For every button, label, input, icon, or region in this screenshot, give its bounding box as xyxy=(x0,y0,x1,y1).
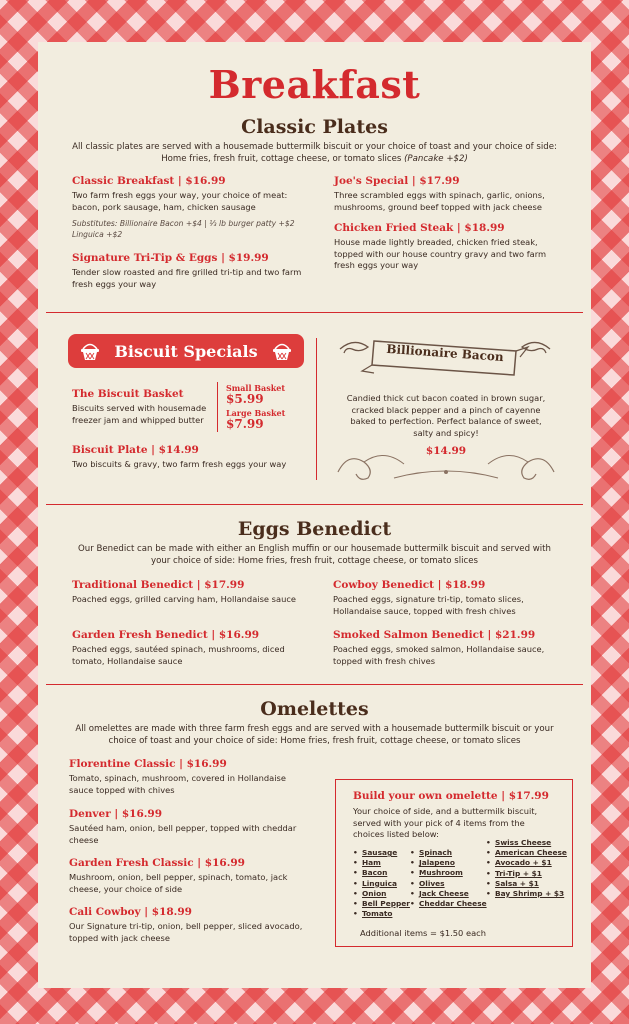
omelettes-heading: Omelettes xyxy=(260,698,369,720)
options-col-1 xyxy=(353,848,410,919)
item-desc: House made lightly breaded, chicken fried steak, topped with our house country gravy and two farm fresh eggs your way xyxy=(334,237,547,270)
large-basket-price: $7.99 xyxy=(226,417,264,431)
option-item: • Swiss Cheese xyxy=(486,838,567,848)
option-item: • Ham xyxy=(353,858,410,868)
item-name: Cowboy Benedict | $18.99 xyxy=(333,579,486,591)
small-basket-price: $5.99 xyxy=(226,392,264,406)
option-item: • Jalapeno xyxy=(410,858,487,868)
item-name: Garden Fresh Benedict | $16.99 xyxy=(72,629,260,641)
classic-intro-main: All classic plates are served with a housemade buttermilk biscuit or your choice of toast and your choice of side: Home fries, fresh fruit, cottage cheese, or tomato slices xyxy=(72,142,557,164)
menu-item xyxy=(69,758,309,796)
flourish-ornament-icon xyxy=(334,432,558,484)
option-item: • American Cheese xyxy=(486,848,567,858)
item-name: Signature Tri-Tip & Eggs | $19.99 xyxy=(72,252,269,264)
item-desc: Mushroom, onion, bell pepper, spinach, tomato, jack cheese, your choice of side xyxy=(69,872,288,894)
additional-items: Additional items = $1.50 each xyxy=(360,928,486,938)
option-item: • Cheddar Cheese xyxy=(410,899,487,909)
item-name: Joe's Special | $17.99 xyxy=(334,175,460,187)
build-omelette-box xyxy=(335,779,573,947)
basket-divider xyxy=(217,382,218,432)
item-desc: Tomato, spinach, mushroom, covered in Hollandaise sauce topped with chives xyxy=(69,773,286,795)
classic-intro-note: (Pancake +$2) xyxy=(404,154,468,164)
item-desc: Two farm fresh eggs your way, your choice of meat: bacon, pork sausage, ham, chicken sausage xyxy=(72,190,288,212)
menu-item xyxy=(69,808,309,846)
section-divider xyxy=(46,312,583,313)
biscuit-banner xyxy=(68,334,304,368)
option-item: • Mushroom xyxy=(410,868,487,878)
option-item: • Jack Cheese xyxy=(410,889,487,899)
menu-item xyxy=(72,388,212,426)
basket-prices xyxy=(226,383,306,431)
benedict-intro: Our Benedict can be made with either an English muffin or our housemade buttermilk biscuit and served with your choice of side: Home fries, fresh fruit, cottage cheese, or tomato slices xyxy=(78,544,551,566)
option-item: • Avocado + $1 xyxy=(486,858,567,868)
item-name: Florentine Classic | $16.99 xyxy=(69,758,227,770)
bacon-heading: Billionaire Bacon xyxy=(385,341,505,365)
column-divider xyxy=(316,338,317,480)
option-item: • Bell Pepper xyxy=(353,899,410,909)
item-desc: Three scrambled eggs with spinach, garlic, onions, mushrooms, ground beef topped with jack cheese xyxy=(334,190,545,212)
option-item: • Tri-Tip + $1 xyxy=(486,869,567,879)
item-note: Substitutes: Billionaire Bacon +$4 | ⅓ lb burger patty +$2 Linguica +$2 xyxy=(72,219,295,239)
item-name: Garden Fresh Classic | $16.99 xyxy=(69,857,245,869)
item-desc: Poached eggs, sautéed spinach, mushrooms, diced tomato, Hollandaise sauce xyxy=(72,644,285,666)
menu-item xyxy=(72,252,302,290)
build-desc: Your choice of side, and a buttermilk biscuit, served with your pick of 4 items from the choices listed below: xyxy=(353,806,538,839)
basket-icon xyxy=(270,339,294,363)
menu-title: Breakfast xyxy=(208,62,421,107)
menu-item xyxy=(72,175,302,240)
option-item: • Bay Shrimp + $3 xyxy=(486,889,567,899)
option-item: • Onion xyxy=(353,889,410,899)
bacon-price: $14.99 xyxy=(425,445,467,457)
item-desc: Biscuits served with housemade freezer jam and whipped butter xyxy=(72,403,207,425)
options-col-2 xyxy=(410,848,487,909)
option-item: • Tomato xyxy=(353,909,410,919)
small-basket-label: Small Basket xyxy=(226,383,286,393)
options-col-3 xyxy=(486,838,567,899)
classic-heading: Classic Plates xyxy=(241,116,388,138)
item-name: Smoked Salmon Benedict | $21.99 xyxy=(333,629,536,641)
item-desc: Two biscuits & gravy, two farm fresh eggs your way xyxy=(72,459,287,469)
item-desc: Our Signature tri-tip, onion, bell pepper, sliced avocado, topped with jack cheese xyxy=(69,921,303,943)
item-name: Classic Breakfast | $16.99 xyxy=(72,175,226,187)
section-divider xyxy=(46,504,583,505)
option-item: • Olives xyxy=(410,879,487,889)
large-basket-label: Large Basket xyxy=(226,408,286,418)
item-name: Chicken Fried Steak | $18.99 xyxy=(334,222,505,234)
menu-item xyxy=(69,906,309,944)
option-item: • Salsa + $1 xyxy=(486,879,567,889)
basket-icon xyxy=(78,339,102,363)
option-item: • Bacon xyxy=(353,868,410,878)
item-name: Traditional Benedict | $17.99 xyxy=(72,579,245,591)
item-desc: Sautéed ham, onion, bell pepper, topped with cheddar cheese xyxy=(69,823,297,845)
benedict-heading: Eggs Benedict xyxy=(237,518,392,540)
option-item: • Spinach xyxy=(410,848,487,858)
item-desc: Poached eggs, smoked salmon, Hollandaise sauce, topped with fresh chives xyxy=(333,644,545,666)
item-name: Cali Cowboy | $18.99 xyxy=(69,906,192,918)
menu-item xyxy=(334,175,566,213)
menu-panel xyxy=(38,42,591,988)
bacon-desc: Candied thick cut bacon coated in brown sugar, cracked black pepper and a pinch of cayenne baked to perfection. Perfect balance of sweet, salty and spicy! xyxy=(346,393,546,438)
menu-item xyxy=(333,579,565,617)
menu-item xyxy=(69,857,309,895)
menu-item xyxy=(72,579,302,606)
section-divider xyxy=(46,684,583,685)
omelettes-intro: All omelettes are made with three farm fresh eggs and are served with a housemade buttermilk biscuit or your choice of toast and your choice of side: Home fries, fresh fruit, cottage cheese, or tomato slices xyxy=(75,724,554,746)
option-item: • Linguica xyxy=(353,879,410,889)
option-item: • Sausage xyxy=(353,848,410,858)
item-desc: Tender slow roasted and fire grilled tri-tip and two farm fresh eggs your way xyxy=(72,267,302,289)
item-name: The Biscuit Basket xyxy=(72,388,184,400)
item-name: Biscuit Plate | $14.99 xyxy=(72,444,199,456)
menu-item xyxy=(333,629,565,667)
biscuit-heading: Biscuit Specials xyxy=(114,341,258,361)
classic-intro xyxy=(68,141,561,165)
build-name: Build your own omelette | $17.99 xyxy=(353,790,549,802)
bacon-scroll xyxy=(334,335,556,379)
menu-item xyxy=(72,629,302,667)
item-desc: Poached eggs, signature tri-tip, tomato slices, Hollandaise sauce, topped with fresh chives xyxy=(333,594,524,616)
menu-item xyxy=(72,444,312,471)
item-name: Denver | $16.99 xyxy=(69,808,163,820)
item-desc: Poached eggs, grilled carving ham, Hollandaise sauce xyxy=(72,594,296,604)
menu-item xyxy=(334,222,566,272)
